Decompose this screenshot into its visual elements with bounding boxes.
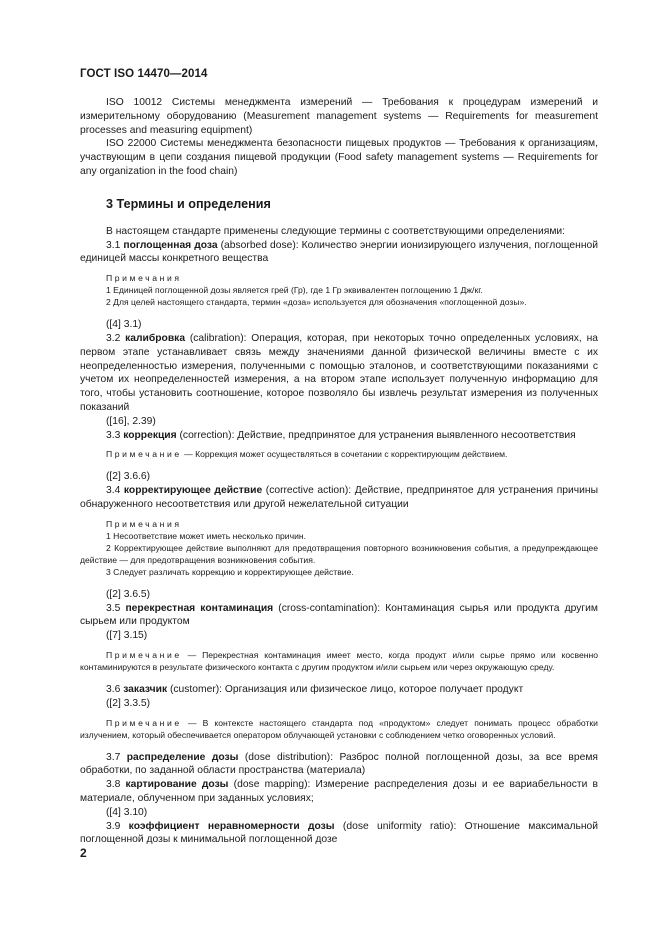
note-item: 2 Корректирующее действие выполняют для предотвращения повторного возникновения события, а предупреждающее действие — для предотвращения возникновения события. [80, 542, 598, 565]
term-source: ([4] 3.1) [106, 319, 142, 331]
term-entry: 3.5 перекрестная контаминация (cross-contamination): Контаминация сырья или продукта другим сырьем или продуктом [80, 602, 598, 628]
term-source: ([2] 3.6.5) [106, 588, 151, 600]
section-title: 3 Термины и определения [106, 196, 271, 211]
note-item: 1 Несоответствие может иметь несколько причин. [106, 530, 307, 541]
note-item: Примечание — В контексте настоящего стандарта под «продуктом» следует понимать процесс обработки излучением, который обеспечивается оператором облучающей установки с соблюдением четко оговоренных условий. [80, 717, 598, 740]
term-source: ([2] 3.3.5) [106, 697, 151, 709]
term-name: коэффициент неравномерности дозы [128, 820, 335, 832]
term-entry: 3.3 коррекция (correction): Действие, предпринятое для устранения выявленного несоответствия [106, 429, 576, 441]
document-header: ГОСТ ISO 14470—2014 [80, 68, 208, 80]
term-entry: 3.7 распределение дозы (dose distribution): Разброс полной поглощенной дозы, за все время обработки, по заданной области пространства (материала) [80, 751, 598, 777]
term-name: калибровка [125, 332, 186, 344]
note-item: Примечание — Перекрестная контаминация имеет место, когда продукт и/или сырье прямо или косвенно контаминируются в результате физического контакта с другим продуктом и/или сырьем или через окружающую среду. [80, 649, 598, 672]
term-name: перекрестная контаминация [125, 602, 274, 614]
page-number: 2 [80, 846, 87, 860]
term-name: корректирующее действие [123, 485, 263, 497]
notes-heading: Примечания [106, 518, 182, 529]
term-entry: 3.2 калибровка (calibration): Операция, которая, при некоторых точно определенных условиях, на первом этапе устанавливает связь между значениями данной физической величины вместе с их неопределенностью измерения, полученными с помощью эталонов, и соответствующими показаниями с учетом их неопределенностей измерения, а на втором этапе использует полученную информацию для того, чтобы установить соотношение, которое позволяло бы извлечь результат измерения из полученных показаний [80, 332, 598, 413]
term-source: ([4] 3.10) [106, 806, 148, 818]
document-body [80, 96, 598, 847]
note-item: 2 Для целей настоящего стандарта, термин «доза» используется для обозначения «поглощенной дозы». [106, 297, 527, 308]
term-source: ([16], 2.39) [106, 415, 156, 427]
section-intro: В настоящем стандарте применены следующие термины с соответствующими определениями: [106, 225, 566, 237]
term-entry: 3.8 картирование дозы (dose mapping): Измерение распределения дозы и ее вариабельности в материале, облученном при заданных условиях; [80, 779, 598, 804]
term-entry: 3.9 коэффициент неравномерности дозы (dose uniformity ratio): Отношение максимальной поглощенной дозы к минимальной поглощенной дозе [80, 820, 598, 846]
note-item: 1 Единицей поглощенной дозы является грей (Гр), где 1 Гр эквивалентен поглощению 1 Дж/кг. [106, 285, 483, 296]
term-name: поглощенная доза [123, 239, 218, 251]
normative-reference: ISO 10012 Системы менеджмента измерений — Требования к процедурам измерений и измерительному оборудованию (Measurement management systems — Requirements for measurement processes and measuring equipment) [80, 97, 598, 136]
term-source: ([2] 3.6.6) [106, 471, 151, 483]
normative-reference: ISO 22000 Системы менеджмента безопасности пищевых продуктов — Требования к организациям, участвующим в цепи создания пищевой продукции (Food safety management systems — Requirements for any organization in the food chain) [80, 138, 598, 177]
note-item: 3 Следует различать коррекцию и корректирующее действие. [106, 566, 354, 577]
term-source: ([7] 3.15) [106, 630, 148, 642]
notes-heading: Примечания [106, 273, 182, 284]
term-name: коррекция [123, 429, 177, 441]
term-entry: 3.4 корректирующее действие (corrective action): Действие, предпринятое для устранения причины обнаруженного несоответствия или другой нежелательной ситуации [80, 485, 598, 510]
term-entry: 3.1 поглощенная доза (absorbed dose): Количество энергии ионизирующего излучения, поглощенной единицей массы конкретного вещества [80, 239, 598, 265]
term-entry: 3.6 заказчик (customer): Организация или физическое лицо, которое получает продукт [106, 683, 524, 695]
term-name: картирование дозы [125, 779, 229, 791]
term-name: распределение дозы [126, 751, 239, 763]
note-item: Примечание — Коррекция может осуществляться в сочетании с корректирующим действием. [106, 449, 508, 460]
term-name: заказчик [123, 683, 168, 695]
